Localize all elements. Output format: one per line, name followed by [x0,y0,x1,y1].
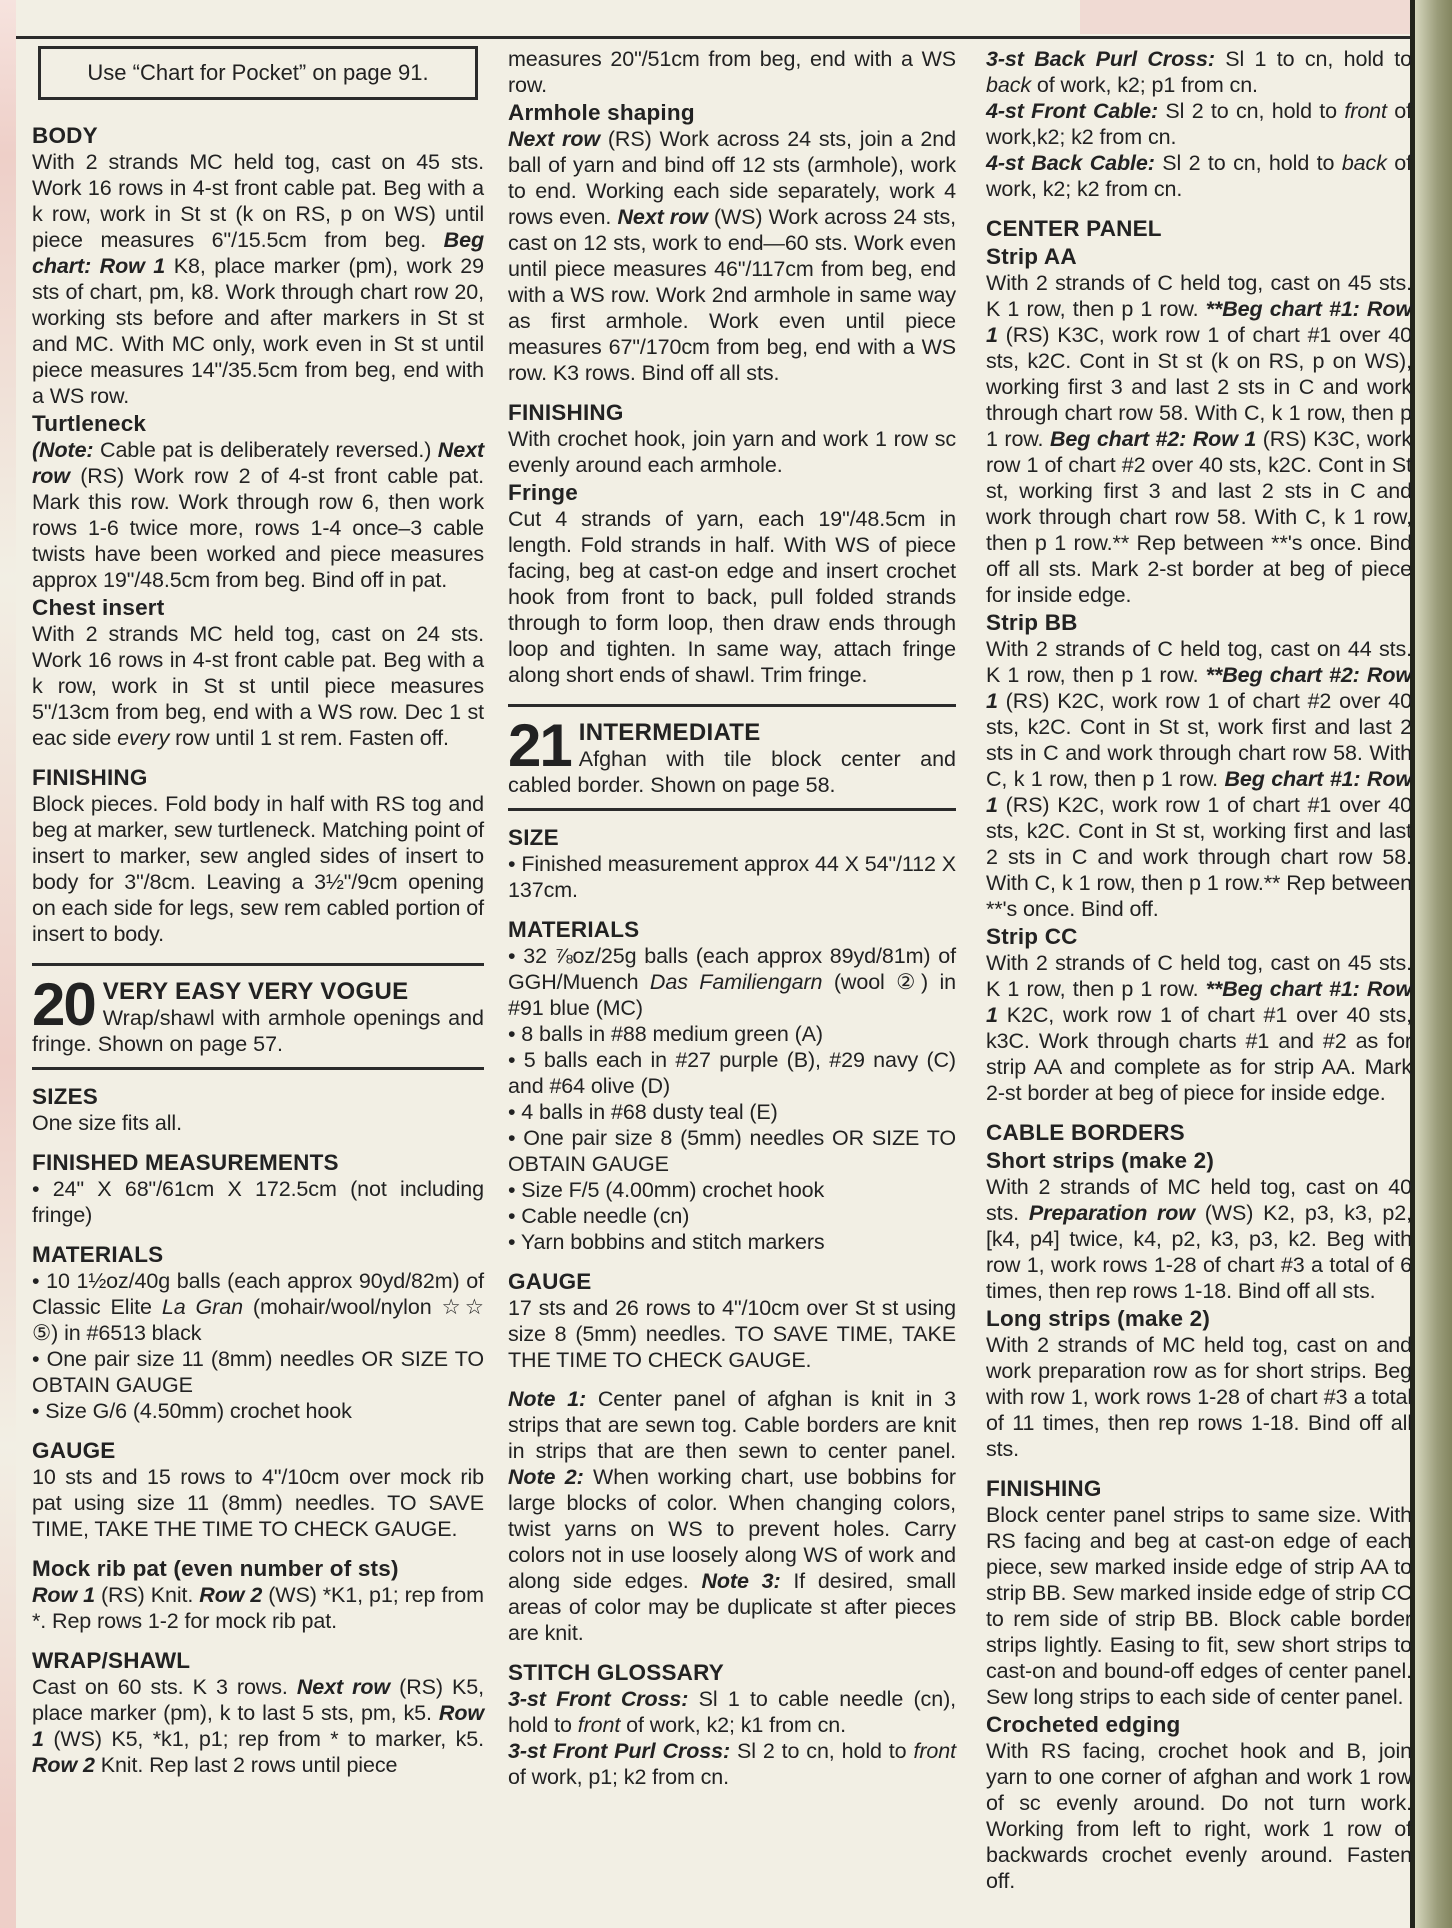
column-right [986,46,1412,1894]
text-run: Cast on 60 sts. K 3 rows. [32,1675,297,1699]
text-run: (WS) K2, p3, k3, p2, [k4, p4] twice, k4, p2, k3, p3, k2. Beg with row 1, work rows 1-28 of chart #3 a total of 6 times, then rep rows 1-18. Bind off all sts. [986,1201,1412,1303]
text-run: (WS) Work across 24 sts, cast on 12 sts, work to end—60 sts. Work even until piece measures 46"/117cm from beg, end with a WS row. Work 2nd armhole in same way as first armhole. Work even until piece measures 67"/170cm from beg, end with a WS row. K3 rows. Bind off all sts. [508,205,956,385]
section-heading [986,923,1412,950]
paragraph [508,1386,956,1646]
paragraph [986,150,1412,202]
section-heading [508,99,956,126]
section-heading [986,243,1412,270]
text-run-bi: 3-st Front Purl Cross: [508,1739,731,1763]
section-heading [508,916,956,943]
text-run: • One pair size 8 (5mm) needles OR SIZE TO OBTAIN GAUGE [508,1126,956,1176]
text-run-i: back [986,73,1032,97]
text-run: • Size G/6 (4.50mm) crochet hook [32,1399,352,1423]
text-run: Use “Chart for Pocket” on page 91. [87,60,429,85]
paragraph [986,1332,1412,1462]
text-run: Cable pat is deliberately reversed.) [93,438,438,462]
section-heading [32,1555,484,1582]
page-bleed-pink-top-right [1080,0,1410,34]
text-run: (even number of sts) [166,1556,399,1581]
text-run-b: GAUGE [32,1438,116,1463]
text-run-bi: **Beg chart #1: Row 1 [986,297,1413,347]
bullet-item [32,1398,484,1424]
text-run: Block pieces. Fold body in half with RS tog and beg at marker, sew turtleneck. Matching point of insert to marker, sew angled sides of insert to body for 3"/8cm. Leaving a 3½"/9cm opening on each side for legs, sew rem cabled portion of insert to body. [32,792,484,946]
paragraph [32,149,484,409]
text-run: Cut 4 strands of yarn, each 19"/48.5cm in length. Fold strands in half. With WS of piece facing, beg at cast-on edge and insert crochet hook from front to back, pull folded strands through to form loop, then draw ends through loop and tighten. In same way, attach fringe along short ends of shawl. Trim fringe. [508,507,956,687]
text-run: With 2 strands of C held tog, cast on 45 sts. K 1 row, then p 1 row. [986,951,1412,1001]
bullet-item [508,1203,956,1229]
right-page-edge [1415,0,1452,1928]
text-run-bi: 3-st Front Cross: [508,1687,689,1711]
section-heading [32,1149,484,1176]
pattern-title: VERY EASY VERY VOGUE [102,978,409,1005]
section-heading [508,1659,956,1686]
paragraph [986,98,1412,150]
text-run: Sl 2 to cn, hold to [1154,151,1342,175]
text-run: measures 20"/51cm from beg, end with a WS row. [508,47,956,97]
text-run: • 10 1½oz/40g balls (each approx 90yd/82m) of Classic Elite [32,1269,484,1319]
pattern-subtitle: Wrap/shawl with armhole openings and fringe. Shown on page 57. [32,1006,484,1056]
text-run-b: Long strips [986,1306,1111,1331]
section-heading [32,594,484,621]
text-run-bi: **Beg chart #2: Row 1 [986,663,1413,713]
text-run: (WS) *K1, p1; rep from *. Rep rows 1-2 for mock rib pat. [32,1583,484,1633]
text-run: (RS) Work row 2 of 4-st front cable pat. Mark this row. Work through row 6, then work rows 1-6 twice more, rows 1-4 once–3 cable twists have been worked and piece measures approx 19"/48.5cm from beg. Bind off in pat. [32,464,484,592]
text-run-b: CABLE BORDERS [986,1120,1185,1145]
text-run: 10 sts and 15 rows to 4"/10cm over mock rib pat using size 11 (8mm) needles. TO SAVE TIME, TAKE THE TIME TO CHECK GAUGE. [32,1465,484,1541]
text-run: If desired, small areas of color may be duplicate st after pieces are knit. [508,1569,956,1645]
text-run-bi: Beg chart #1: Row 1 [986,767,1412,817]
text-run-b: FINISHING [508,400,624,425]
text-run-bi: Preparation row [1028,1201,1195,1225]
text-run-b: Strip CC [986,924,1078,949]
text-run-bi: Row 2 [199,1583,263,1607]
paragraph [508,126,956,386]
text-run: of work, p1; k2 from cn. [508,1765,730,1789]
text-run-bi: Next row [617,205,708,229]
text-run: of work,k2; k2 from cn. [986,99,1413,149]
section-heading [508,1268,956,1295]
text-run-bi: 3-st Back Purl Cross: [986,47,1215,71]
text-run-i: front [1344,99,1387,123]
text-run-b: Strip AA [986,244,1077,269]
section-heading [32,122,484,149]
text-run: (make 2) [1114,1148,1215,1173]
bullet-item [32,1346,484,1398]
text-run: • 4 balls in #68 dusty teal (E) [508,1100,778,1124]
section-heading [986,609,1412,636]
bullet-item [508,1047,956,1099]
paragraph [508,426,956,478]
section-heading [986,1475,1412,1502]
text-run-b: Mock rib pat [32,1556,167,1581]
text-run: • 5 balls each in #27 purple (B), #29 navy (C) and #64 olive (D) [508,1048,956,1098]
text-run-b: MATERIALS [32,1242,164,1267]
text-run-bi: Beg chart #2: Row 1 [1049,427,1257,451]
text-run-bi: 4-st Front Cable: [986,99,1159,123]
pattern-header [508,704,956,811]
column-left [32,46,484,1778]
text-run: With crochet hook, join yarn and work 1 row sc evenly around each armhole. [508,427,956,477]
left-page-edge [0,0,16,1928]
text-run: With 2 strands of C held tog, cast on 45 sts. K 1 row, then p 1 row. [986,271,1412,321]
paragraph [32,1110,484,1136]
text-run-b: CENTER PANEL [986,216,1162,241]
text-run: With 2 strands of C held tog, cast on 44 sts. K 1 row, then p 1 row. [986,637,1412,687]
text-run: (RS) K2C, work row 1 of chart #1 over 40 sts, k2C. Cont in St st, working first and last 2 sts in C and work through chart row 58. With C, k 1 row, then p 1 row.** Rep between **'s once. Bind off. [986,793,1412,921]
text-run: (wool ②) in #91 blue (MC) [508,970,957,1020]
paragraph [986,1174,1412,1304]
text-run-i: back [1341,151,1387,175]
text-run-b: BODY [32,123,98,148]
section-heading [32,764,484,791]
section-heading [986,1711,1412,1738]
text-run-bi: Row 1 [32,1583,95,1607]
text-run: (RS) K3C, work row 1 of chart #2 over 40 sts, k2C. Cont in St st, working first 3 and last 2 sts in C and work through chart row 58. With C, k 1 row, then p 1 row.** Rep between **'s once. Bind off all sts. Mark 2-st border at beg of piece for inside edge. [986,427,1412,607]
text-run-bi: Next row [32,438,484,488]
pattern-title: INTERMEDIATE [578,719,761,746]
text-run-b: GAUGE [508,1269,592,1294]
text-run-b: Fringe [508,480,578,505]
text-run-b: WRAP/SHAWL [32,1648,191,1673]
text-run-bi: Beg chart: Row 1 [32,228,484,278]
text-run-i: every [117,726,170,750]
text-run-b: FINISHING [32,765,148,790]
text-run-b: FINISHING [986,1476,1102,1501]
section-heading [32,1437,484,1464]
text-run: • Finished measurement approx 44 X 54"/112 X 137cm. [508,852,956,902]
paragraph [32,437,484,593]
section-heading [508,479,956,506]
text-run-b: SIZE [508,825,559,850]
text-run-bi: Note 1: [508,1387,587,1411]
text-run-bi: Next row [296,1675,391,1699]
text-run-b: MATERIALS [508,917,640,942]
text-run: With RS facing, crochet hook and B, join yarn to one corner of afghan and work 1 row of sc evenly around. Do not turn work. Working from left to right, work 1 row of backwards crochet evenly around. Fasten off. [986,1739,1412,1893]
text-run-bi: Row 1 [32,1701,484,1751]
text-run: Sl 2 to cn, hold to [730,1739,914,1763]
text-run-b: SIZES [32,1084,99,1109]
bullet-item [508,1021,956,1047]
paragraph [32,1582,484,1634]
text-run: With 2 strands of MC held tog, cast on 40 sts. [986,1175,1412,1225]
text-run-b: Chest insert [32,595,165,620]
text-run-bi: **Beg chart #1: Row 1 [986,977,1413,1027]
paragraph [986,46,1412,98]
paragraph [32,791,484,947]
text-run: (RS) K5, place marker (pm), k to last 5 sts, pm, k5. [32,1675,484,1725]
text-run: • One pair size 11 (8mm) needles OR SIZE TO OBTAIN GAUGE [32,1347,484,1397]
text-run: (WS) K5, *k1, p1; rep from * to marker, k5. [43,1727,484,1751]
pattern-number: 21 [508,712,571,779]
paragraph [508,1738,956,1790]
paragraph [986,1502,1412,1710]
text-run: • 24" X 68"/61cm X 172.5cm (not including fringe) [32,1177,484,1227]
paragraph [508,1686,956,1738]
bullet-item [32,1176,484,1228]
section-heading [986,1147,1412,1174]
section-heading [32,1647,484,1674]
paragraph [32,1464,484,1542]
text-run-i: Das Familiengarn [649,970,823,994]
text-run: Sl 1 to cable needle (cn), hold to [508,1687,956,1737]
text-run: • 32 ⅞oz/25g balls (each approx 89yd/81m) of GGH/Muench [508,944,956,994]
text-run: • Cable needle (cn) [508,1204,690,1228]
bullet-item [508,943,956,1021]
text-run: Block center panel strips to same size. With RS facing and beg at cast-on edge of each piece, sew marked inside edge of strip AA to strip BB. Sew marked inside edge of strip CC to rem side of strip BB. Block cable border strips lightly. Easing to fit, sew short strips to cast-on and bound-off edges of center panel. Sew long strips to each side of center panel. [986,1503,1412,1709]
paragraph [986,950,1412,1106]
text-run-b: Short strips [986,1148,1115,1173]
text-run: Center panel of afghan is knit in 3 strips that are sewn tog. Cable borders are knit in strips that are then sewn to center panel. [508,1387,956,1463]
section-heading [986,1119,1412,1146]
paragraph [986,636,1412,922]
text-run: Sl 1 to cn, hold to [1214,47,1412,71]
text-run: K8, place marker (pm), work 29 sts of chart, pm, k8. Work through chart row 20, working sts before and after markers in St st and MC. With MC only, work even in St st until piece measures 14"/35.5cm from beg, end with a WS row. [32,254,484,408]
section-heading [508,824,956,851]
text-run: 17 sts and 26 rows to 4"/10cm over St st using size 8 (5mm) needles. TO SAVE TIME, TAKE THE TIME TO CHECK GAUGE. [508,1296,956,1372]
text-run: • Size F/5 (4.00mm) crochet hook [508,1178,825,1202]
paragraph [32,1674,484,1778]
text-run: of work, k2; k2 from cn. [986,151,1413,201]
text-run-bi: Row 2 [32,1753,95,1777]
text-run: (RS) K3C, work row 1 of chart #1 over 40 sts, k2C. Cont in St st (k on RS, p on WS), working first 3 and last 2 sts in C and work through chart row 58. With C, k 1 row, then p 1 row. [986,323,1412,451]
section-heading [508,399,956,426]
text-run: With 2 strands of MC held tog, cast on and work preparation row as for short strips. Beg with row 1, work rows 1-28 of chart #3 a total of 11 times, then rep rows 1-18. Bind off all sts. [986,1333,1412,1461]
bullet-item [508,1099,956,1125]
column-middle [508,46,956,1790]
bullet-item [508,1177,956,1203]
pattern-number: 20 [32,971,95,1038]
paragraph [986,1738,1412,1894]
text-run-b: Turtleneck [32,411,147,436]
text-run-b: Armhole shaping [508,100,695,125]
text-run: With 2 strands MC held tog, cast on 24 sts. Work 16 rows in 4-st front cable pat. Beg with a k row, work in St st until piece measures 5"/13cm from beg, end with a WS row. Dec 1 st eac side [32,622,484,750]
section-heading [986,215,1412,242]
text-run: row until 1 st rem. Fasten off. [169,726,449,750]
text-run: Knit. Rep last 2 rows until piece [94,1753,398,1777]
section-heading [986,1305,1412,1332]
pattern-subtitle: Afghan with tile block center and cabled border. Shown on page 58. [508,747,956,797]
bullet-item [508,1229,956,1255]
bullet-item [32,1268,484,1346]
text-run: (mohair/wool/nylon ☆☆ ⑤) in #6513 black [32,1295,484,1345]
bullet-item [508,851,956,903]
text-run-i: front [913,1739,957,1763]
text-run-b: Strip BB [986,610,1078,635]
text-run: K2C, work row 1 of chart #1 over 40 sts, k3C. Work through charts #1 and #2 as for strip AA and complete as for strip AA. Mark 2-st border at beg of piece for inside edge. [986,1003,1412,1105]
text-run: (RS) K2C, work row 1 of chart #2 over 40 sts, k2C. Cont in St st, work first and last 2 sts in C and work through chart row 58. With C, k 1 row, then p 1 row. [986,689,1412,791]
section-heading [32,410,484,437]
text-run: (RS) Knit. [94,1583,200,1607]
text-run-bi: (Note: [32,438,94,462]
paragraph [508,506,956,688]
top-rule [0,36,1412,39]
text-run: of work, k2; k1 from cn. [620,1713,846,1737]
text-run: (make 2) [1110,1306,1211,1331]
paragraph [986,270,1412,608]
text-run-i: front [577,1713,621,1737]
text-run: Sl 2 to cn, hold to [1158,99,1345,123]
text-run-bi: Note 3: [701,1569,781,1593]
pattern-header [32,963,484,1070]
text-run-b: FINISHED MEASUREMENTS [32,1150,339,1175]
paragraph [508,46,956,98]
text-run: of work, k2; p1 from cn. [1031,73,1258,97]
section-heading [32,1241,484,1268]
text-run: One size fits all. [32,1111,182,1135]
text-run: When working chart, use bobbins for large blocks of color. When changing colors, twist yarns on WS to prevent holes. Carry colors not in use loosely along WS of work and along side edges. [508,1465,956,1593]
text-run-b: Crocheted edging [986,1712,1181,1737]
text-run-bi: Note 2: [508,1465,584,1489]
note-box [38,46,478,100]
text-run: With 2 strands MC held tog, cast on 45 sts. Work 16 rows in 4-st front cable pat. Beg with a k row, work in St st (k on RS, p on WS) until piece measures 6"/15.5cm from beg. [32,150,484,252]
paragraph [32,621,484,751]
text-run: (RS) Work across 24 sts, join a 2nd ball of yarn and bind off 12 sts (armhole), work to end. Working each side separately, work 4 rows even. [508,127,956,229]
text-run-i: La Gran [161,1295,243,1319]
text-run: • Yarn bobbins and stitch markers [508,1230,825,1254]
text-run-bi: 4-st Back Cable: [986,151,1155,175]
text-run-bi: Next row [508,127,600,151]
bullet-item [508,1125,956,1177]
text-run-b: STITCH GLOSSARY [508,1660,724,1685]
paragraph [508,1295,956,1373]
text-run: • 8 balls in #88 medium green (A) [508,1022,823,1046]
section-heading [32,1083,484,1110]
